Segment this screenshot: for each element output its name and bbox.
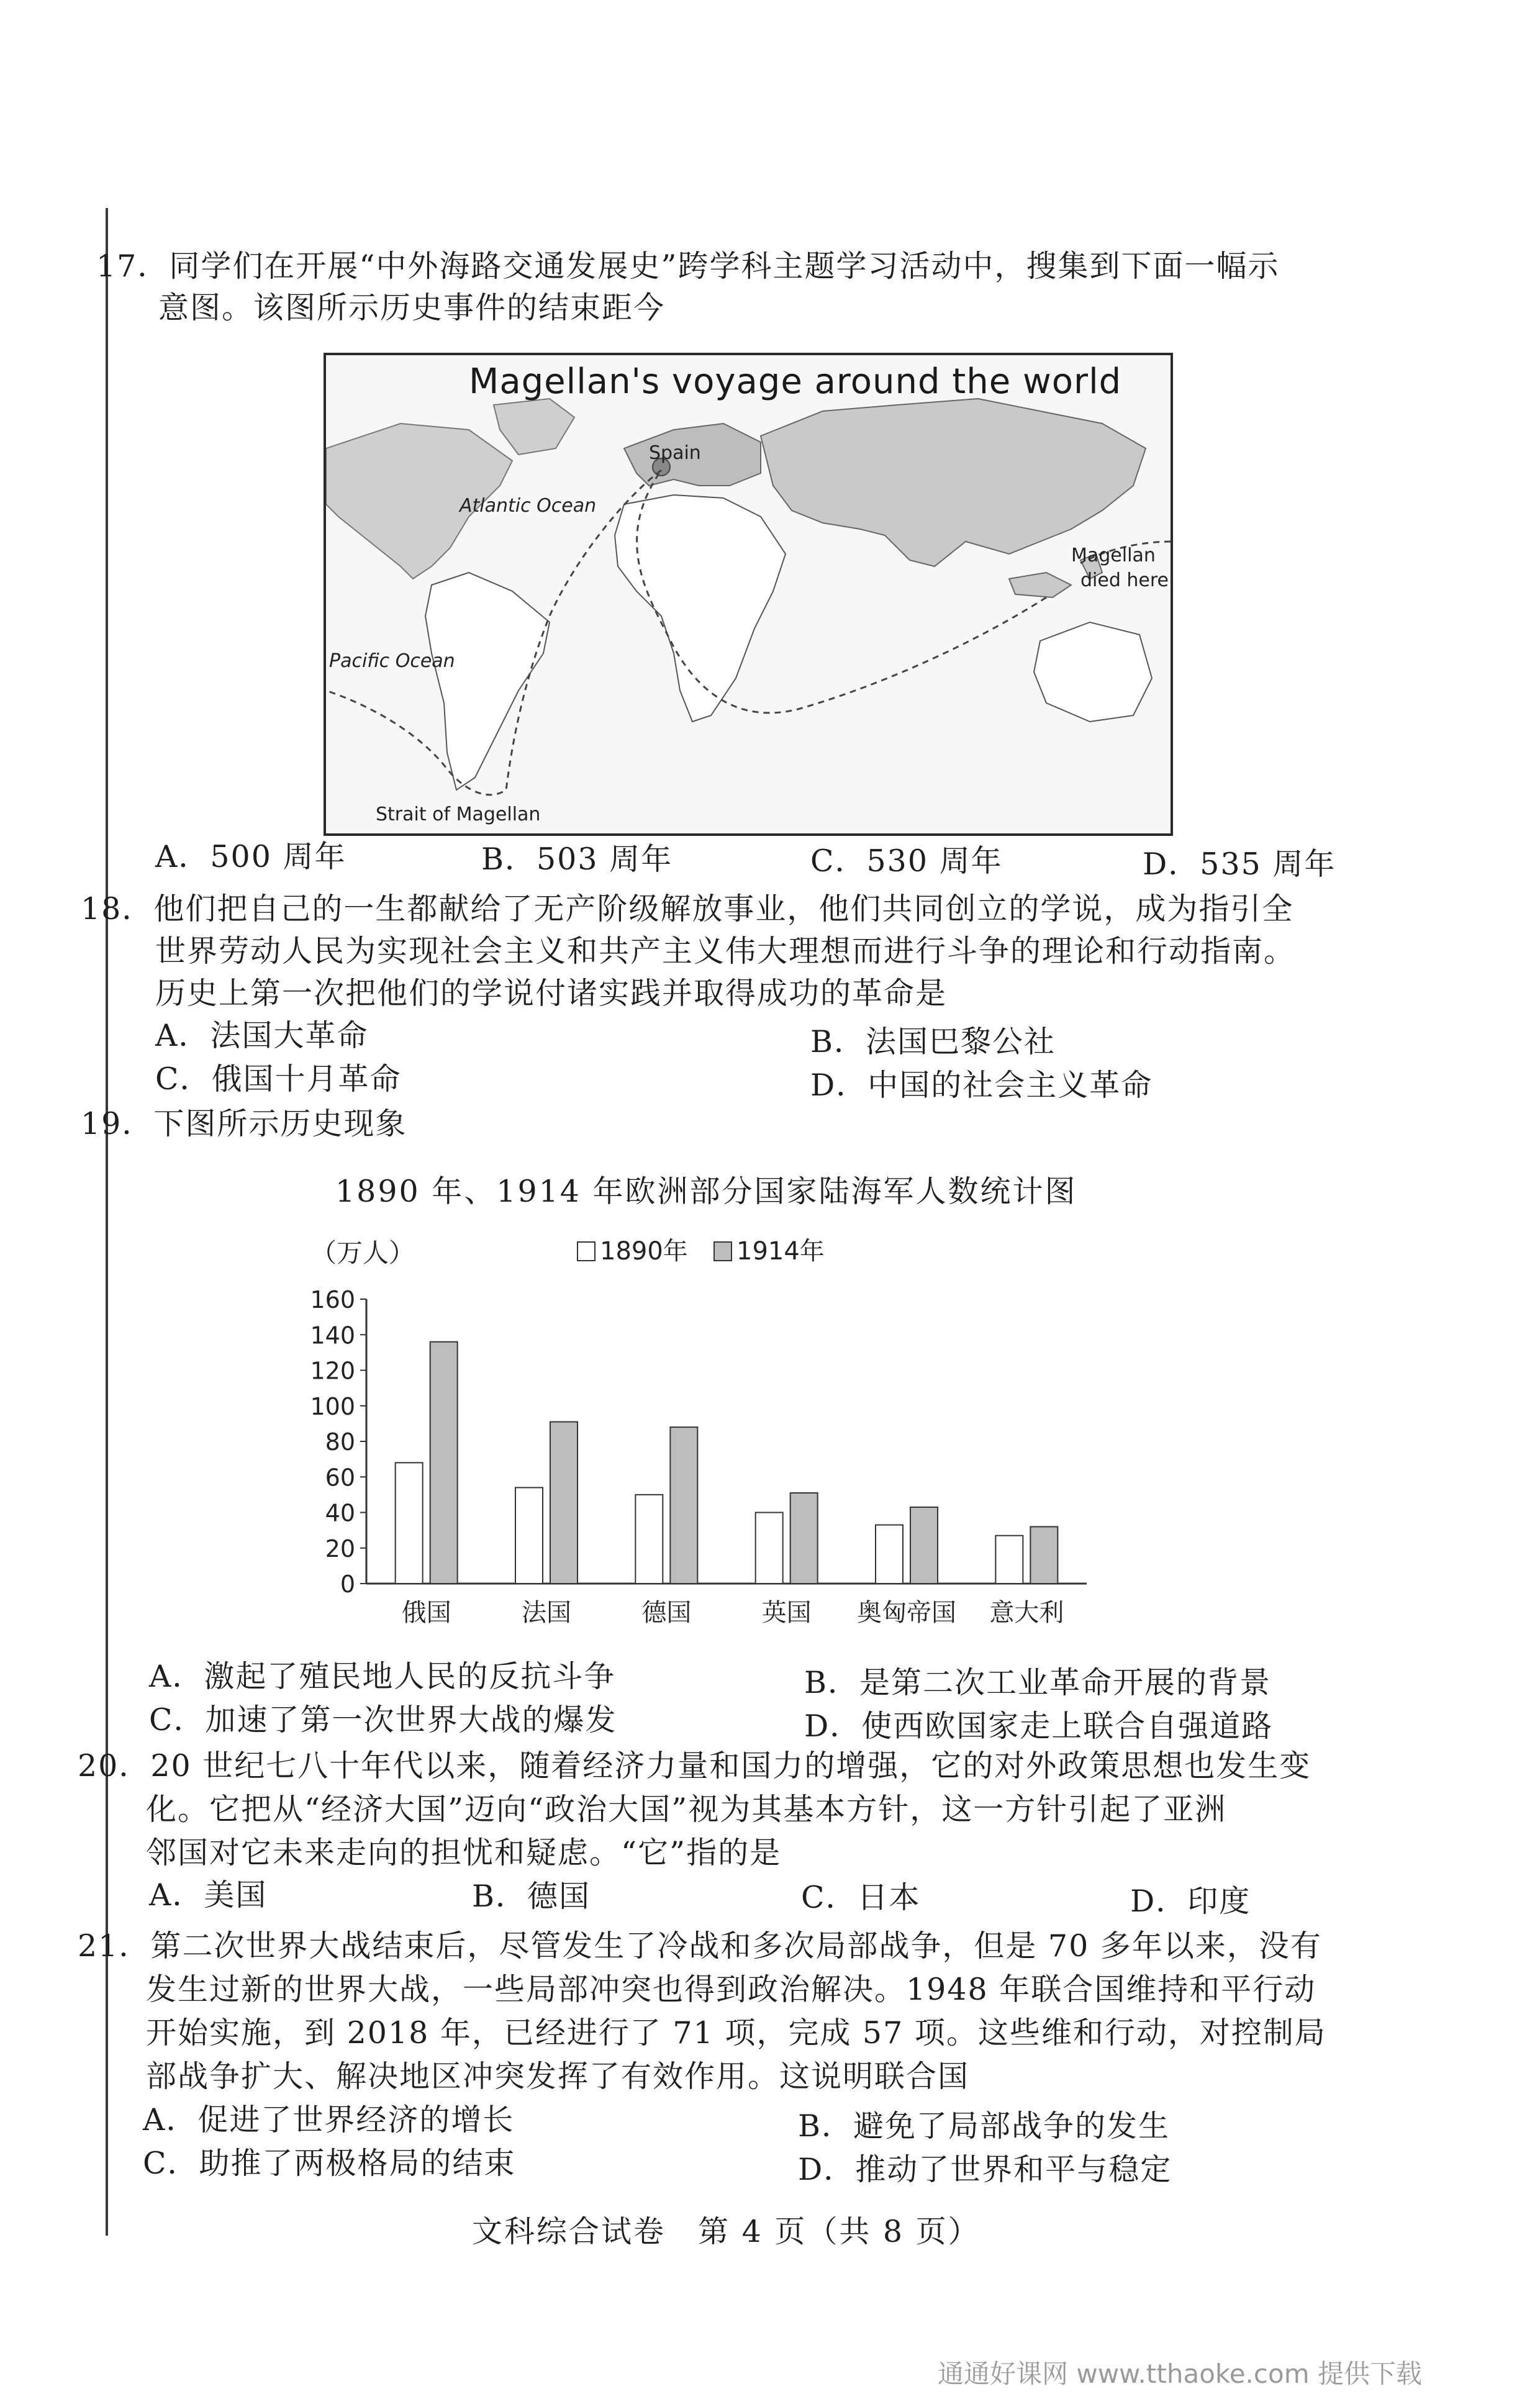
y-tick-label: 80 [325, 1428, 355, 1456]
y-tick-label: 40 [325, 1499, 355, 1527]
q17-option-c: C．530 周年 [810, 843, 1003, 879]
q18-option-a: A．法国大革命 [155, 1018, 369, 1053]
q17-option-a: A．500 周年 [155, 839, 346, 874]
map-title: Magellan's voyage around the world [469, 361, 1122, 402]
legend-label-1890: 1890年 [600, 1237, 688, 1266]
q20-line2: 化。它把从“经济大国”迈向“政治大国”视为其基本方针，这一方针引起了亚洲 [146, 1792, 1227, 1827]
legend-swatch-1890 [578, 1242, 595, 1261]
q21-line4: 部战争扩大、解决地区冲突发挥了有效作用。这说明联合国 [146, 2059, 970, 2094]
x-category-label: 奥匈帝国 [857, 1598, 956, 1627]
q17-option-d: D．535 周年 [1143, 846, 1336, 882]
y-tick-label: 120 [310, 1357, 355, 1385]
q18-line3: 历史上第一次把他们的学说付诸实践并取得成功的革命是 [155, 976, 948, 1011]
q21-option-b: B．避免了局部战争的发生 [798, 2108, 1171, 2144]
q17-option-b: B．503 周年 [481, 841, 673, 877]
q19-option-b: B．是第二次工业革命开展的背景 [804, 1665, 1272, 1700]
y-tick-label: 60 [325, 1464, 355, 1492]
q18-option-b: B．法国巴黎公社 [810, 1024, 1056, 1059]
q19-option-c: C．加速了第一次世界大战的爆发 [149, 1702, 617, 1738]
y-axis-unit: （万人） [310, 1238, 415, 1268]
y-tick-label: 0 [340, 1571, 355, 1598]
q19-option-d: D．使西欧国家走上联合自强道路 [804, 1708, 1274, 1744]
x-category-label: 德国 [641, 1598, 692, 1627]
x-category-label: 俄国 [401, 1598, 451, 1627]
pacific-label: Pacific Ocean [329, 650, 455, 672]
watermark: 通通好课网 www.tthaoke.com 提供下载 [938, 2359, 1422, 2389]
bar-1914年-奥匈帝国 [910, 1507, 938, 1584]
q20-option-d: D．印度 [1130, 1884, 1251, 1919]
x-category-label: 英国 [761, 1598, 812, 1627]
chart-title: 1890 年、1914 年欧洲部分国家陆海军人数统计图 [335, 1174, 1077, 1209]
bar-1914年-俄国 [430, 1342, 458, 1584]
spain-label: Spain [649, 442, 701, 464]
legend-swatch-1914 [714, 1242, 732, 1261]
q20-line3: 邻国对它未来走向的担忧和疑虑。“它”指的是 [146, 1835, 782, 1870]
q21-option-a: A．促进了世界经济的增长 [143, 2102, 515, 2138]
q19-option-a: A．激起了殖民地人民的反抗斗争 [149, 1659, 616, 1694]
q17-line2: 意图。该图所示历史事件的结束距今 [158, 290, 666, 325]
bar-1914年-英国 [790, 1493, 818, 1584]
bar-1914年-法国 [550, 1422, 578, 1584]
x-category-label: 法国 [522, 1598, 571, 1627]
q20-option-c: C．日本 [801, 1880, 921, 1915]
bar-1890年-奥匈帝国 [876, 1525, 903, 1584]
bar-1914年-德国 [670, 1427, 697, 1584]
q17-line1: 17．同学们在开展“中外海路交通发展史”跨学科主题学习活动中，搜集到下面一幅示 [96, 248, 1280, 284]
q18-line1: 18．他们把自己的一生都献给了无产阶级解放事业，他们共同创立的学说，成为指引全 [81, 891, 1294, 927]
q21-option-d: D．推动了世界和平与稳定 [798, 2152, 1172, 2187]
y-tick-label: 100 [310, 1392, 355, 1420]
y-tick-label: 20 [325, 1535, 355, 1562]
bar-1914年-意大利 [1030, 1526, 1058, 1584]
magellan-died-label-2: died here [1080, 569, 1169, 591]
atlantic-label: Atlantic Ocean [460, 495, 597, 517]
magellan-died-label-1: Magellan [1071, 545, 1156, 566]
x-category-label: 意大利 [989, 1598, 1064, 1627]
magellan-map [324, 353, 1173, 836]
army-navy-bar-chart [292, 1236, 1149, 1633]
world-map-graphic [326, 355, 1171, 833]
bar-1890年-意大利 [995, 1536, 1023, 1584]
q20-option-b: B．德国 [472, 1879, 591, 1914]
q21-line2: 发生过新的世界大战，一些局部冲突也得到政治解决。1948 年联合国维持和平行动 [146, 1972, 1316, 2007]
q21-line3: 开始实施，到 2018 年，已经进行了 71 项，完成 57 项。这些维和行动，对控制局 [146, 2015, 1326, 2051]
page-footer: 文科综合试卷 第 4 页（共 8 页） [472, 2214, 981, 2249]
q20-option-a: A．美国 [149, 1877, 268, 1913]
bar-1890年-英国 [756, 1513, 783, 1584]
q18-option-d: D．中国的社会主义革命 [810, 1068, 1153, 1103]
q18-option-c: C．俄国十月革命 [155, 1061, 402, 1097]
q21-line1: 21．第二次世界大战结束后，尽管发生了冷战和多次局部战争，但是 70 多年以来，没有 [78, 1928, 1322, 1964]
q19-line1: 19．下图所示历史现象 [81, 1106, 407, 1141]
strait-label: Strait of Magellan [376, 804, 541, 825]
bar-1890年-俄国 [396, 1462, 423, 1584]
y-tick-label: 140 [310, 1322, 355, 1349]
chart-legend [578, 1237, 825, 1266]
y-tick-label: 160 [310, 1286, 355, 1313]
legend-label-1914: 1914年 [736, 1237, 825, 1266]
q21-option-c: C．助推了两极格局的结束 [143, 2146, 516, 2181]
q18-line2: 世界劳动人民为实现社会主义和共产主义伟大理想而进行斗争的理论和行动指南。 [155, 933, 1296, 969]
bar-1890年-法国 [515, 1487, 543, 1584]
bar-1890年-德国 [635, 1495, 663, 1584]
q20-line1: 20．20 世纪七八十年代以来，随着经济力量和国力的增强，它的对外政策思想也发生变 [78, 1748, 1311, 1784]
